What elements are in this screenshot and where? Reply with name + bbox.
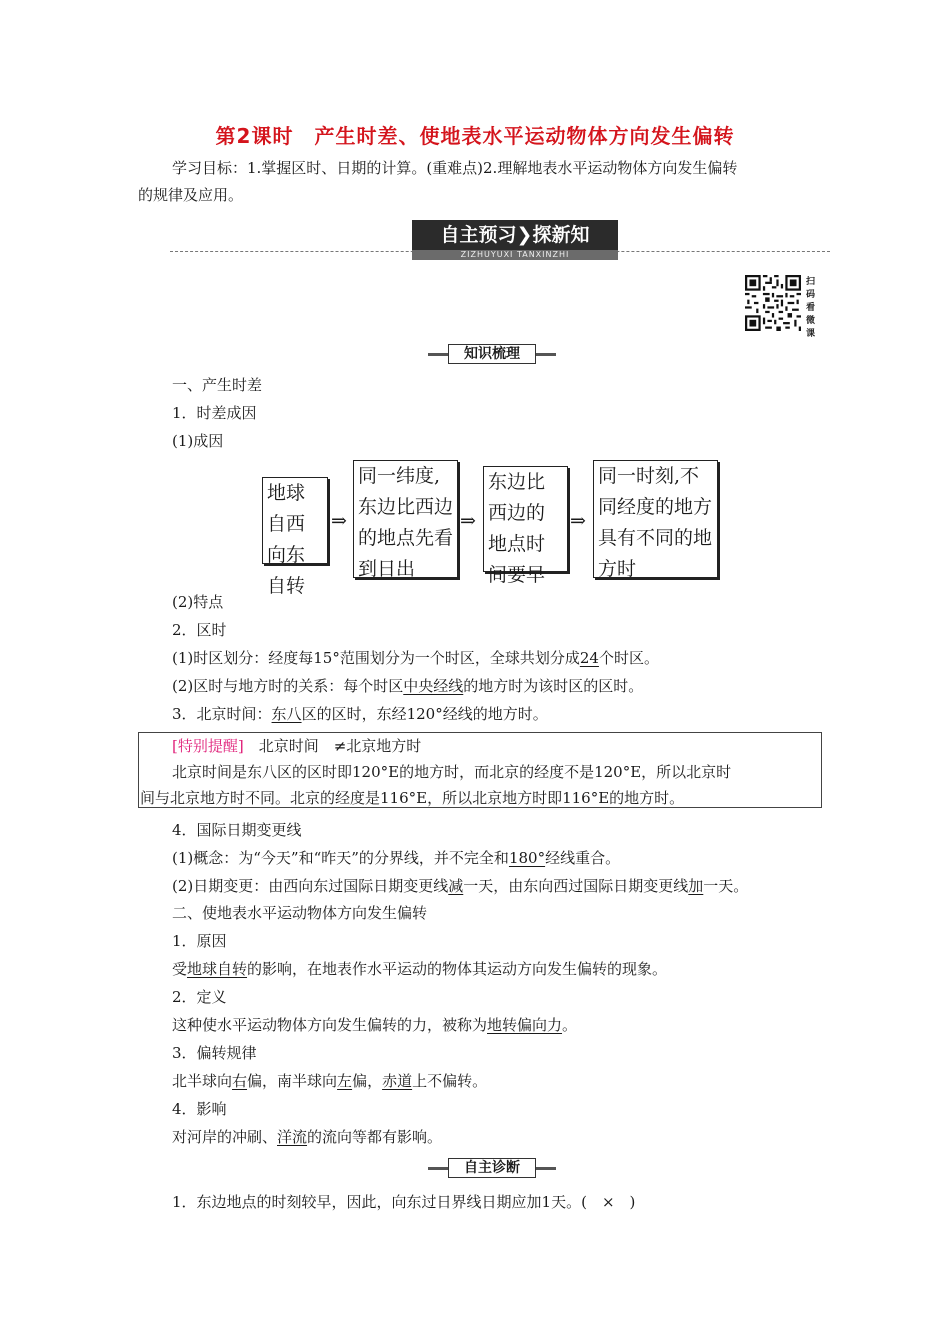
objectives-line-2: 的规律及应用。 <box>138 186 244 204</box>
rule-text-1: 北半球向 <box>172 1072 233 1090</box>
tip-title: 北京时间 ≠北京地方时 <box>258 737 422 755</box>
reason-line <box>172 959 667 979</box>
definition-text: 这种使水平运动物体方向发生偏转的力，被称为 <box>172 1016 488 1034</box>
qr-caption: 扫码看微课 <box>806 277 816 339</box>
date-change-mid: 一天，由东向西过国际日期变更线 <box>463 877 689 895</box>
coriolis-answer: 地转偏向力 <box>487 1016 563 1034</box>
flow-arrow-1: ⇒ <box>331 510 347 532</box>
subheading-zone-time: 2．区时 <box>172 621 227 639</box>
rule-text-4: 上不偏转。 <box>412 1072 488 1090</box>
tip-label: [特别提醒] <box>172 737 244 755</box>
section-tag-label: 知识梳理 <box>448 344 536 364</box>
flow-box-2: 同一纬度,东边比西边的地点先看到日出 <box>353 460 458 578</box>
subtract-answer: 减 <box>448 877 464 895</box>
subheading-definition: 2．定义 <box>172 988 227 1006</box>
tip-line-1: 北京时间是东八区的区时即120°E的地方时，而北京的经度不是120°E，所以北京时 <box>172 763 732 781</box>
rule-text-2: 偏，南半球向 <box>247 1072 338 1090</box>
qr-code-icon[interactable] <box>745 275 801 331</box>
subheading-rule: 3．偏转规律 <box>172 1044 257 1062</box>
zone-relation-tail: 的地方时为该时区的区时。 <box>463 677 644 695</box>
flow-box-1: 地球自西向东自转 <box>262 477 328 564</box>
date-change-line <box>172 876 748 896</box>
flow-arrow-3: ⇒ <box>570 510 586 532</box>
add-answer: 加 <box>688 877 704 895</box>
zone-division-line <box>172 648 659 668</box>
zone-division-tail: 个时区。 <box>598 649 659 667</box>
earth-rotation-answer: 地球自转 <box>187 960 248 978</box>
question-1: 1．东边地点的时刻较早，因此，向东过日界线日期应加1天。( × ) <box>172 1193 636 1211</box>
effect-text: 对河岸的冲刷、 <box>172 1128 278 1146</box>
left-answer: 左 <box>337 1072 353 1090</box>
definition-line <box>172 1015 577 1035</box>
rule-text-3: 偏， <box>352 1072 383 1090</box>
section-tag-knowledge <box>428 344 556 364</box>
heading-part-2: 二、使地表水平运动物体方向发生偏转 <box>172 904 428 922</box>
east-eight-answer: 东八 <box>271 705 302 723</box>
rule-line <box>172 1071 487 1091</box>
subheading-effect: 4．影响 <box>172 1100 227 1118</box>
subheading-date-line: 4．国际日期变更线 <box>172 821 302 839</box>
effect-line <box>172 1127 442 1147</box>
beijing-time-text: 3．北京时间： <box>172 705 272 723</box>
zone-relation-line <box>172 676 643 696</box>
concept-text: (1)概念：为“今天”和“昨天”的分界线，并不完全和 <box>172 849 509 867</box>
zone-count-answer: 24 <box>579 649 599 667</box>
section-banner-subtitle: ZIZHUYUXI TANXINZHI <box>412 250 618 260</box>
date-change-text: (2)日期变更：由西向东过国际日期变更线 <box>172 877 449 895</box>
reason-tail: 的影响，在地表作水平运动的物体其运动方向发生偏转的现象。 <box>247 960 668 978</box>
tip-line-2: 间与北京地方时不同。北京的经度是116°E，所以北京地方时即116°E的地方时。 <box>140 789 685 807</box>
definition-tail: 。 <box>562 1016 578 1034</box>
item-cause: (1)成因 <box>172 432 224 450</box>
heading-part-1: 一、产生时差 <box>172 376 263 394</box>
equator-answer: 赤道 <box>382 1072 413 1090</box>
flow-box-3: 东边比西边的地点时间要早 <box>483 466 568 572</box>
section-banner: 自主预习❯探新知 <box>412 220 618 250</box>
meridian-180-answer: 180° <box>508 849 546 867</box>
subheading-time-diff-cause: 1．时差成因 <box>172 404 257 422</box>
ocean-current-answer: 洋流 <box>277 1128 308 1146</box>
page-title: 第2课时 产生时差、使地表水平运动物体方向发生偏转 <box>215 124 735 148</box>
right-answer: 右 <box>232 1072 248 1090</box>
central-meridian-answer: 中央经线 <box>403 677 464 695</box>
item-feature: (2)特点 <box>172 593 224 611</box>
beijing-time-tail: 区的区时，东经120°经线的地方时。 <box>301 705 548 723</box>
concept-tail: 经线重合。 <box>545 849 621 867</box>
reason-text: 受 <box>172 960 188 978</box>
objectives-line-1: 学习目标：1.掌握区时、日期的计算。(重难点)2.理解地表水平运动物体方向发生偏转 <box>172 159 738 177</box>
flow-box-4: 同一时刻,不同经度的地方具有不同的地方时 <box>593 460 718 578</box>
beijing-time-line <box>172 704 548 724</box>
date-change-tail: 一天。 <box>703 877 749 895</box>
flow-arrow-2: ⇒ <box>460 510 476 532</box>
subheading-reason: 1．原因 <box>172 932 227 950</box>
date-line-concept <box>172 848 620 868</box>
section-tag-label: 自主诊断 <box>448 1158 536 1178</box>
tip-header <box>172 736 421 756</box>
effect-tail: 的流向等都有影响。 <box>307 1128 443 1146</box>
zone-relation-text: (2)区时与地方时的关系：每个时区 <box>172 677 404 695</box>
zone-division-text: (1)时区划分：经度每15°范围划分为一个时区，全球共划分成 <box>172 649 580 667</box>
section-tag-diagnosis <box>428 1158 556 1178</box>
